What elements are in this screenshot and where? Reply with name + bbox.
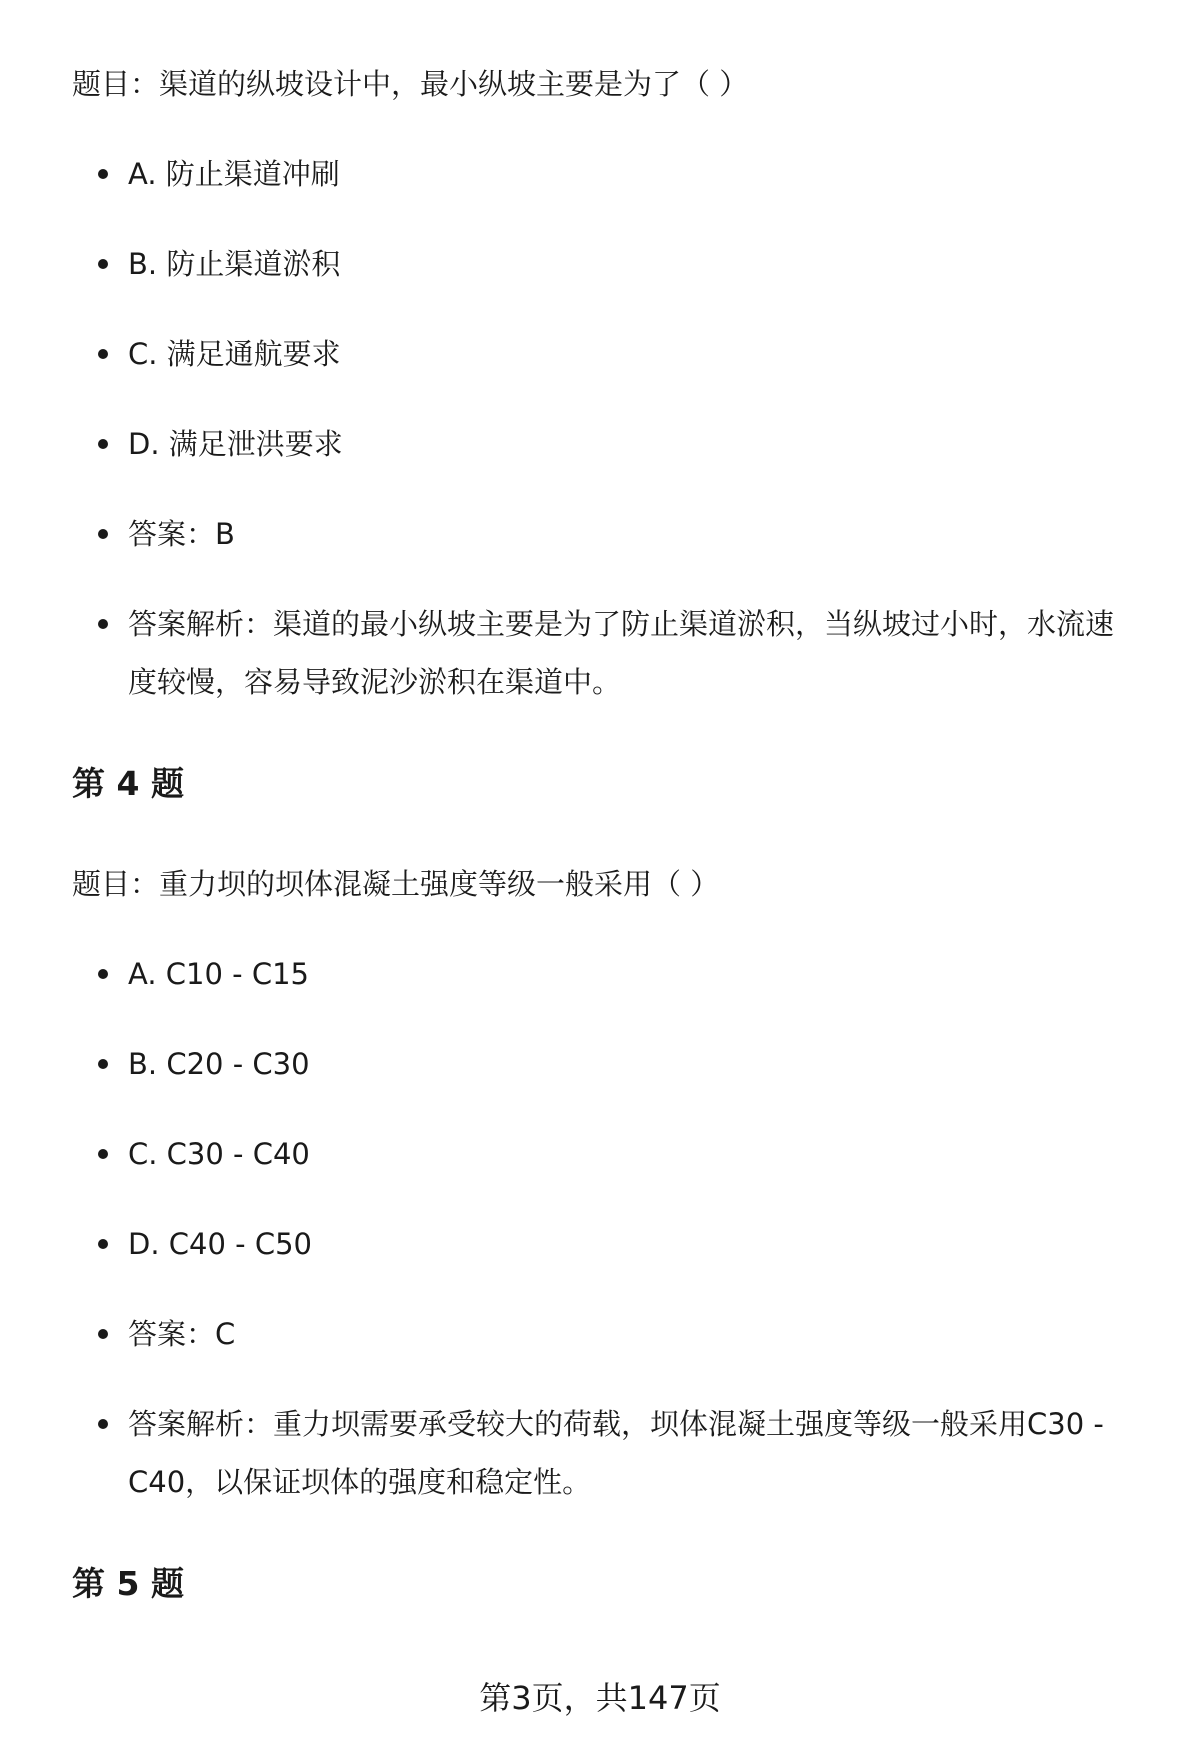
question-4-heading: 第 4 题 bbox=[72, 764, 184, 803]
question-3-option-c: C. 满足通航要求 bbox=[128, 337, 341, 371]
question-3-option-b: B. 防止渠道淤积 bbox=[128, 247, 341, 281]
question-4-answer: 答案：C bbox=[128, 1317, 236, 1351]
question-4-option-a: A. C10 - C15 bbox=[128, 957, 309, 991]
question-3-option-d: D. 满足泄洪要求 bbox=[128, 427, 343, 461]
bullet-dot bbox=[98, 259, 108, 269]
question-4-analysis: 答案解析：重力坝需要承受较大的荷载，坝体混凝土强度等级一般采用C30 - C40，以保证坝体的强度和稳定性。 bbox=[128, 1407, 1104, 1499]
question-3-stem: 题目：渠道的纵坡设计中，最小纵坡主要是为了（ ） bbox=[72, 67, 749, 101]
bullet-dot bbox=[98, 439, 108, 449]
bullet-dot bbox=[98, 969, 108, 979]
question-4-stem: 题目：重力坝的坝体混凝土强度等级一般采用（ ） bbox=[72, 867, 720, 901]
question-3-answer: 答案：B bbox=[128, 517, 235, 551]
bullet-dot bbox=[98, 1329, 108, 1339]
bullet-dot bbox=[98, 1239, 108, 1249]
bullet-dot bbox=[98, 349, 108, 359]
question-4-option-c: C. C30 - C40 bbox=[128, 1137, 310, 1171]
question-4-option-d: D. C40 - C50 bbox=[128, 1227, 312, 1261]
bullet-dot bbox=[98, 619, 108, 629]
bullet-dot bbox=[98, 169, 108, 179]
page-footer: 第3页，共147页 bbox=[479, 1679, 721, 1717]
question-3-analysis: 答案解析：渠道的最小纵坡主要是为了防止渠道淤积，当纵坡过小时，水流速度较慢，容易导致泥沙淤积在渠道中。 bbox=[128, 607, 1115, 699]
bullet-dot bbox=[98, 1419, 108, 1429]
question-4-option-b: B. C20 - C30 bbox=[128, 1047, 310, 1081]
bullet-dot bbox=[98, 1149, 108, 1159]
question-3-option-a: A. 防止渠道冲刷 bbox=[128, 157, 340, 191]
bullet-dot bbox=[98, 1059, 108, 1069]
bullet-dot bbox=[98, 529, 108, 539]
question-5-heading: 第 5 题 bbox=[72, 1564, 184, 1603]
